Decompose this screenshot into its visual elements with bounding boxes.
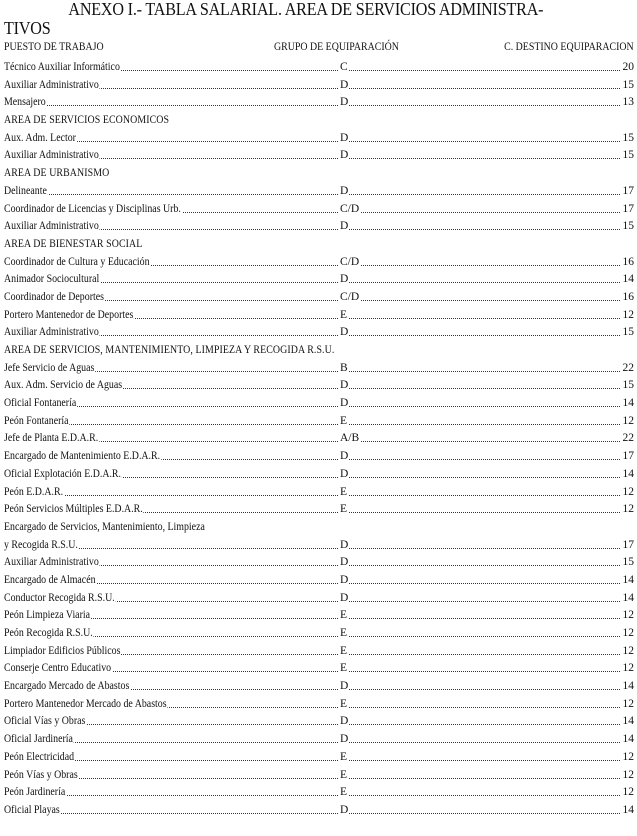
- dot-leader: [4, 105, 620, 106]
- dot-leader: [4, 141, 620, 142]
- grupo-value: D: [339, 218, 349, 236]
- salary-table: [4, 59, 634, 820]
- grupo-value: D: [339, 537, 349, 555]
- puesto-name: Limpiador Edificios Públicos: [4, 643, 121, 661]
- document-title: [4, 0, 634, 38]
- puesto-name: Peón Jardinería: [4, 784, 66, 802]
- grupo-value: D: [339, 466, 349, 484]
- grupo-value: E: [339, 784, 348, 802]
- puesto-name: Encargado Mercado de Abastos: [4, 678, 130, 696]
- grupo-value: D: [339, 94, 349, 112]
- table-row: [4, 643, 634, 661]
- dot-leader: [4, 495, 620, 496]
- grupo-value: E: [339, 307, 348, 325]
- header-grupo: GRUPO DE EQUIPARACIÓN: [274, 41, 399, 53]
- destino-value: 12: [621, 413, 635, 431]
- destino-value: 12: [621, 307, 635, 325]
- destino-value: 12: [621, 501, 635, 519]
- grupo-value: E: [339, 625, 348, 643]
- puesto-name: Oficial Playas: [4, 802, 61, 820]
- grupo-value: E: [339, 696, 348, 714]
- destino-value: 14: [621, 572, 635, 590]
- table-row: [4, 749, 634, 767]
- puesto-name: Auxiliar Administrativo: [4, 218, 100, 236]
- puesto-name: Mensajero: [4, 94, 47, 112]
- dot-leader: [4, 618, 620, 619]
- puesto-name: Peón Limpieza Viaria: [4, 607, 91, 625]
- table-row: [4, 377, 634, 395]
- puesto-name: y Recogida R.S.U.: [4, 537, 79, 555]
- table-row: [4, 696, 634, 714]
- destino-value: 15: [621, 77, 635, 95]
- section-heading: [4, 236, 634, 254]
- grupo-value: D: [339, 324, 349, 342]
- puesto-name: Peón Fontanería: [4, 413, 69, 431]
- grupo-value: E: [339, 413, 348, 431]
- title-line-1: ANEXO I.- TABLA SALARIAL. AREA DE SERVICIOS ADMINISTRA-: [68, 0, 544, 19]
- grupo-value: C/D: [339, 201, 360, 219]
- table-row: [4, 183, 634, 201]
- puesto-name: Aux. Adm. Lector: [4, 130, 77, 148]
- destino-value: 16: [621, 254, 635, 272]
- destino-value: 15: [621, 377, 635, 395]
- column-headers: [4, 41, 634, 56]
- puesto-name: Conserje Centro Educativo: [4, 660, 112, 678]
- destino-value: 15: [621, 554, 635, 572]
- destino-value: 15: [621, 324, 635, 342]
- section-title: AREA DE URBANISMO: [4, 165, 110, 183]
- dot-leader: [4, 760, 620, 761]
- grupo-value: D: [339, 713, 349, 731]
- puesto-name: Encargado de Almacén: [4, 572, 96, 590]
- table-row: [4, 554, 634, 572]
- table-row: [4, 94, 634, 112]
- destino-value: 15: [621, 218, 635, 236]
- grupo-value: D: [339, 395, 349, 413]
- header-puesto: PUESTO DE TRABAJO: [4, 41, 104, 53]
- table-row: [4, 660, 634, 678]
- section-title: AREA DE BIENESTAR SOCIAL: [4, 236, 143, 254]
- destino-value: 12: [621, 660, 635, 678]
- table-row: [4, 537, 634, 555]
- puesto-name: Coordinador de Licencias y Disciplinas Urb.: [4, 201, 182, 219]
- puesto-name: Auxiliar Administrativo: [4, 77, 100, 95]
- puesto-name: Aux. Adm. Servicio de Aguas: [4, 377, 123, 395]
- grupo-value: B: [339, 360, 349, 378]
- table-row: [4, 572, 634, 590]
- destino-value: 14: [621, 395, 635, 413]
- table-row: [4, 254, 634, 272]
- dot-leader: [4, 371, 620, 372]
- table-row: [4, 802, 634, 820]
- puesto-name: Portero Mantenedor Mercado de Abastos: [4, 696, 167, 714]
- dot-leader: [4, 548, 620, 549]
- table-row: [4, 130, 634, 148]
- table-row: [4, 607, 634, 625]
- table-row: [4, 678, 634, 696]
- grupo-value: C/D: [339, 254, 360, 272]
- puesto-name: Peón Recogida R.S.U.: [4, 625, 94, 643]
- grupo-value: D: [339, 554, 349, 572]
- dot-leader: [4, 813, 620, 814]
- destino-value: 12: [621, 607, 635, 625]
- table-row: [4, 307, 634, 325]
- puesto-name: Peón E.D.A.R.: [4, 484, 64, 502]
- puesto-name: Portero Mantenedor de Deportes: [4, 307, 134, 325]
- puesto-name: Oficial Fontanería: [4, 395, 77, 413]
- destino-value: 17: [621, 183, 635, 201]
- destino-value: 14: [621, 713, 635, 731]
- puesto-name: Peón Vías y Obras: [4, 767, 79, 785]
- grupo-value: D: [339, 271, 349, 289]
- table-row: [4, 147, 634, 165]
- grupo-value: D: [339, 802, 349, 820]
- puesto-name: Peón Servicios Múltiples E.D.A.R.: [4, 501, 144, 519]
- grupo-value: D: [339, 448, 349, 466]
- puesto-name: Auxiliar Administrativo: [4, 324, 100, 342]
- destino-value: 14: [621, 731, 635, 749]
- table-row: [4, 590, 634, 608]
- grupo-value: C/D: [339, 289, 360, 307]
- destino-value: 22: [621, 360, 635, 378]
- dot-leader: [4, 795, 620, 796]
- puesto-name: Auxiliar Administrativo: [4, 147, 100, 165]
- table-row: [4, 413, 634, 431]
- destino-value: 17: [621, 448, 635, 466]
- section-heading: [4, 112, 634, 130]
- grupo-value: D: [339, 590, 349, 608]
- dot-leader: [4, 724, 620, 725]
- table-row: [4, 484, 634, 502]
- destino-value: 14: [621, 678, 635, 696]
- destino-value: 12: [621, 749, 635, 767]
- table-row: [4, 395, 634, 413]
- puesto-name: Coordinador de Deportes: [4, 289, 105, 307]
- destino-value: 20: [621, 59, 635, 77]
- table-row: [4, 784, 634, 802]
- destino-value: 16: [621, 289, 635, 307]
- grupo-value: E: [339, 643, 348, 661]
- table-row: [4, 448, 634, 466]
- table-row: [4, 218, 634, 236]
- puesto-name: Jefe de Planta E.D.A.R.: [4, 430, 99, 448]
- grupo-value: D: [339, 130, 349, 148]
- grupo-value: D: [339, 678, 349, 696]
- puesto-name: Delineante: [4, 183, 48, 201]
- puesto-name: Peón Electricidad: [4, 749, 75, 767]
- puesto-name: Oficial Vías y Obras: [4, 713, 86, 731]
- destino-value: 14: [621, 466, 635, 484]
- puesto-name: Oficial Explotación E.D.A.R.: [4, 466, 122, 484]
- destino-value: 12: [621, 767, 635, 785]
- destino-value: 12: [621, 696, 635, 714]
- destino-value: 15: [621, 130, 635, 148]
- header-destino: C. DESTINO EQUIPARACION: [504, 41, 634, 53]
- table-row: [4, 201, 634, 219]
- grupo-value: D: [339, 77, 349, 95]
- grupo-value: E: [339, 501, 348, 519]
- destino-value: 15: [621, 147, 635, 165]
- dot-leader: [4, 742, 620, 743]
- puesto-name: Animador Sociocultural: [4, 271, 100, 289]
- puesto-name: Coordinador de Cultura y Educación: [4, 254, 150, 272]
- table-row: [4, 360, 634, 378]
- dot-leader: [4, 636, 620, 637]
- puesto-name: Técnico Auxiliar Informático: [4, 59, 121, 77]
- puesto-name: Encargado de Servicios, Mantenimiento, Limpieza: [4, 519, 206, 537]
- destino-value: 22: [621, 430, 635, 448]
- puesto-name: Conductor Recogida R.S.U.: [4, 590, 116, 608]
- table-row: [4, 59, 634, 77]
- title-line-2: TIVOS: [4, 18, 51, 38]
- table-row: [4, 77, 634, 95]
- grupo-value: E: [339, 607, 348, 625]
- destino-value: 14: [621, 271, 635, 289]
- table-row: [4, 767, 634, 785]
- section-heading: [4, 342, 634, 360]
- grupo-value: D: [339, 572, 349, 590]
- grupo-value: C: [339, 59, 349, 77]
- grupo-value: E: [339, 767, 348, 785]
- dot-leader: [4, 778, 620, 779]
- table-row: [4, 501, 634, 519]
- table-row: [4, 731, 634, 749]
- destino-value: 12: [621, 784, 635, 802]
- table-row: [4, 466, 634, 484]
- table-row: [4, 519, 634, 537]
- table-row: [4, 289, 634, 307]
- dot-leader: [4, 194, 620, 195]
- section-title: AREA DE SERVICIOS ECONOMICOS: [4, 112, 170, 130]
- grupo-value: D: [339, 147, 349, 165]
- puesto-name: Auxiliar Administrativo: [4, 554, 100, 572]
- destino-value: 17: [621, 537, 635, 555]
- grupo-value: E: [339, 660, 348, 678]
- table-row: [4, 713, 634, 731]
- destino-value: 12: [621, 484, 635, 502]
- table-row: [4, 430, 634, 448]
- grupo-value: D: [339, 183, 349, 201]
- destino-value: 17: [621, 201, 635, 219]
- puesto-name: Jefe Servicio de Aguas: [4, 360, 95, 378]
- grupo-value: D: [339, 377, 349, 395]
- destino-value: 14: [621, 802, 635, 820]
- grupo-value: E: [339, 484, 348, 502]
- destino-value: 14: [621, 590, 635, 608]
- dot-leader: [4, 406, 620, 407]
- destino-value: 12: [621, 643, 635, 661]
- section-heading: [4, 165, 634, 183]
- grupo-value: D: [339, 731, 349, 749]
- section-title: AREA DE SERVICIOS, MANTENIMIENTO, LIMPIEZA Y RECOGIDA R.S.U.: [4, 342, 335, 360]
- table-row: [4, 625, 634, 643]
- grupo-value: E: [339, 749, 348, 767]
- grupo-value: A/B: [339, 430, 360, 448]
- table-row: [4, 271, 634, 289]
- puesto-name: Encargado de Mantenimiento E.D.A.R.: [4, 448, 161, 466]
- destino-value: 12: [621, 625, 635, 643]
- puesto-name: Oficial Jardinería: [4, 731, 74, 749]
- destino-value: 13: [621, 94, 635, 112]
- table-row: [4, 324, 634, 342]
- dot-leader: [4, 424, 620, 425]
